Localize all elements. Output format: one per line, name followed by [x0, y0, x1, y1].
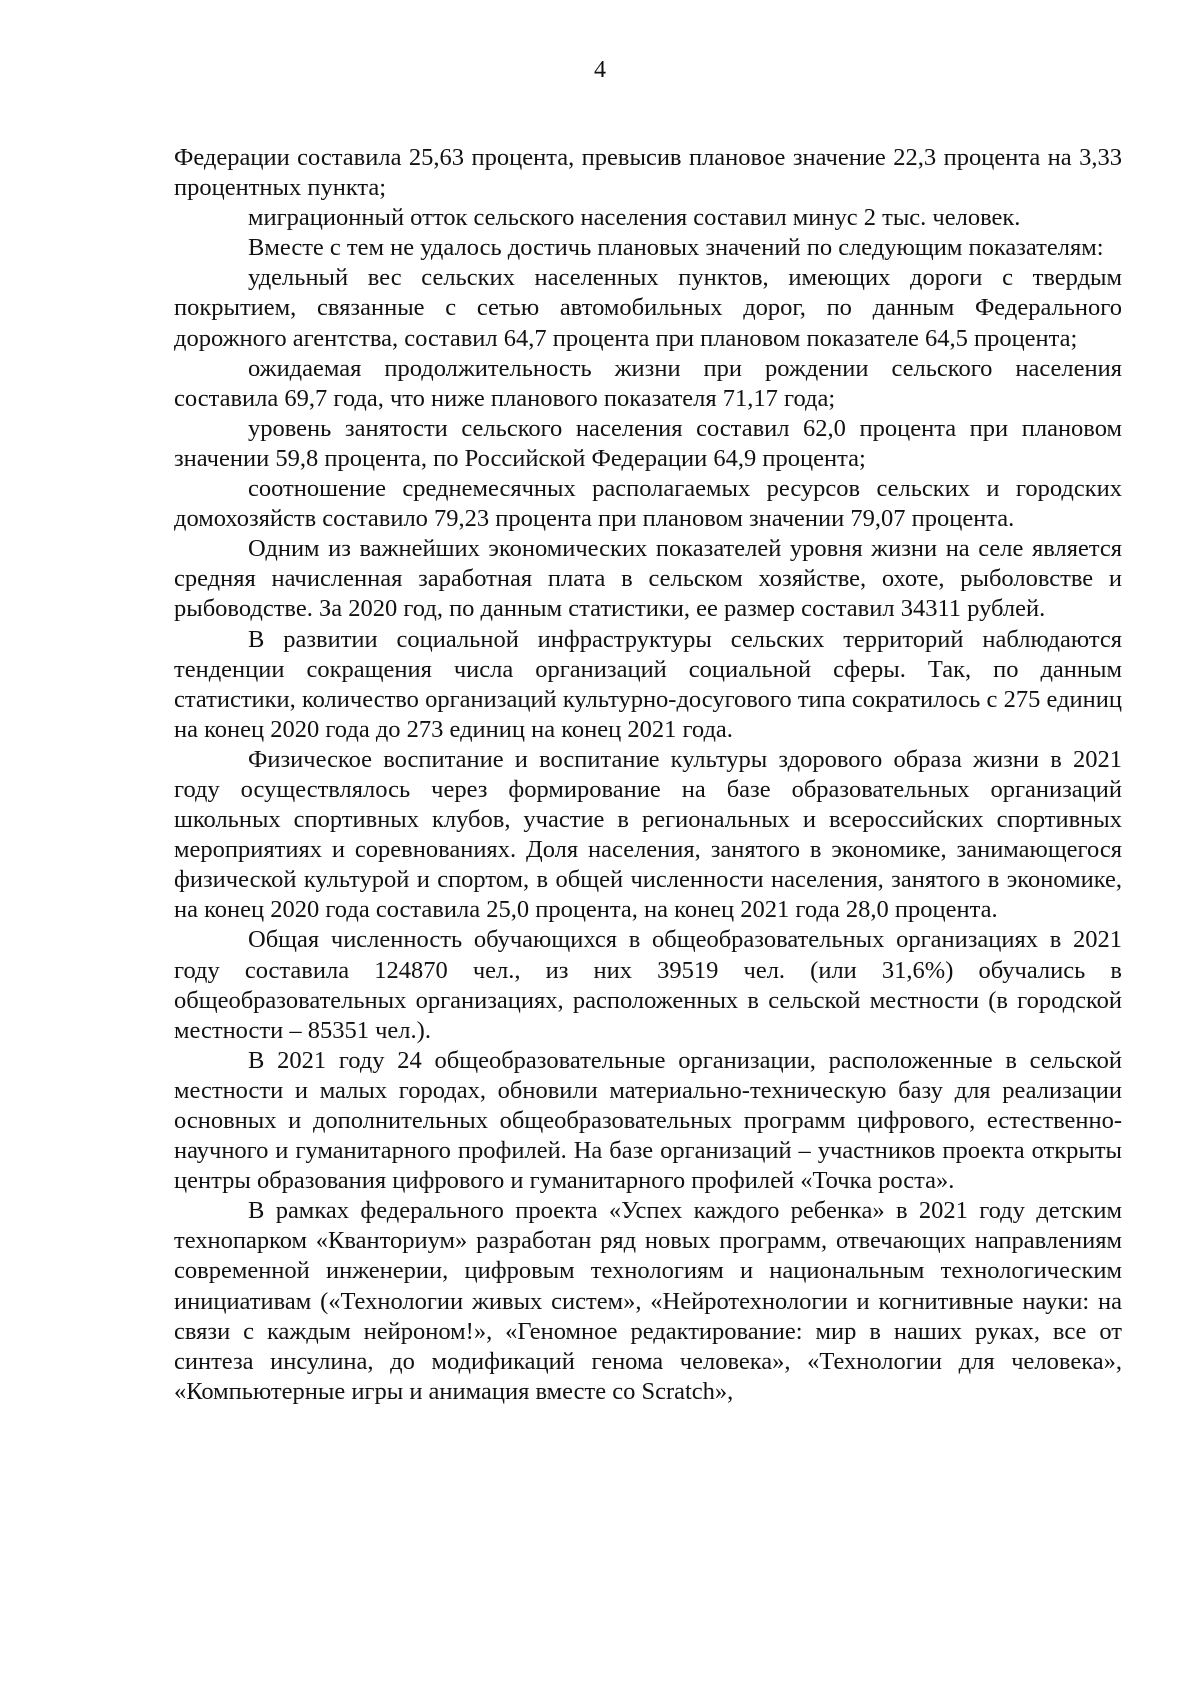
paragraph: Федерации составила 25,63 процента, превысив плановое значение 22,3 процента на 3,33 процентных пункта;	[174, 144, 1122, 202]
paragraph: Вместе с тем не удалось достичь плановых значений по следующим показателям:	[248, 234, 1104, 262]
paragraph: В рамках федерального проекта «Успех каждого ребенка» в 2021 году детским технопарком «Кванториум» разработан ряд новых программ, отвечающих направлениям современной инженерии, цифровым технологиям и национальным технологическим инициативам («Технологии живых систем», «Нейротехнологии и когнитивные науки: на связи с каждым нейроном!», «Геномное редактирование: мир в наших руках, все от синтеза инсулина, до модификаций генома человека», «Технологии для человека», «Компьютерные игры и анимация вместе со Scratch»,	[174, 1197, 1122, 1405]
document-body	[174, 143, 1122, 1407]
paragraph: удельный вес сельских населенных пунктов, имеющих дороги с твердым покрытием, связанные с сетью автомобильных дорог, по данным Федерального дорожного агентства, составил 64,7 процента при плановом показателе 64,5 процента;	[174, 264, 1122, 352]
paragraph: ожидаемая продолжительность жизни при рождении сельского населения составила 69,7 года, что ниже планового показателя 71,17 года;	[174, 354, 1122, 412]
paragraph: В 2021 году 24 общеобразовательные организации, расположенные в сельской местности и малых городах, обновили материально-техническую базу для реализации основных и дополнительных общеобразовательных программ цифрового, естественно-научного и гуманитарного профилей. На базе организаций – участников проекта открыты центры образования цифрового и гуманитарного профилей «Точка роста».	[174, 1046, 1122, 1195]
paragraph: В развитии социальной инфраструктуры сельских территорий наблюдаются тенденции сокращения числа организаций социальной сферы. Так, по данным статистики, количество организаций культурно-досугового типа сократилось с 275 единиц на конец 2020 года до 273 единиц на конец 2021 года.	[174, 625, 1122, 743]
page-number: 4	[594, 57, 606, 83]
paragraph: миграционный отток сельского населения составил минус 2 тыс. человек.	[248, 204, 1021, 232]
paragraph: Общая численность обучающихся в общеобразовательных организациях в 2021 году составила 124870 чел., из них 39519 чел. (или 31,6%) обучались в общеобразовательных организациях, расположенных в сельской местности (в городской местности – 85351 чел.).	[174, 926, 1122, 1044]
paragraph: Одним из важнейших экономических показателей уровня жизни на селе является средняя начисленная заработная плата в сельском хозяйстве, охоте, рыболовстве и рыбоводстве. За 2020 год, по данным статистики, ее размер составил 34311 рублей.	[174, 535, 1122, 623]
paragraph: уровень занятости сельского населения составил 62,0 процента при плановом значении 59,8 процента, по Российской Федерации 64,9 процента;	[174, 414, 1122, 472]
paragraph: Физическое воспитание и воспитание культуры здорового образа жизни в 2021 году осуществлялось через формирование на базе образовательных организаций школьных спортивных клубов, участие в региональных и всероссийских спортивных мероприятиях и соревнованиях. Доля населения, занятого в экономике, занимающегося физической культурой и спортом, в общей численности населения, занятого в экономике, на конец 2020 года составила 25,0 процента, на конец 2021 года 28,0 процента.	[174, 745, 1122, 924]
paragraph: соотношение среднемесячных располагаемых ресурсов сельских и городских домохозяйств составило 79,23 процента при плановом значении 79,07 процента.	[174, 475, 1122, 533]
